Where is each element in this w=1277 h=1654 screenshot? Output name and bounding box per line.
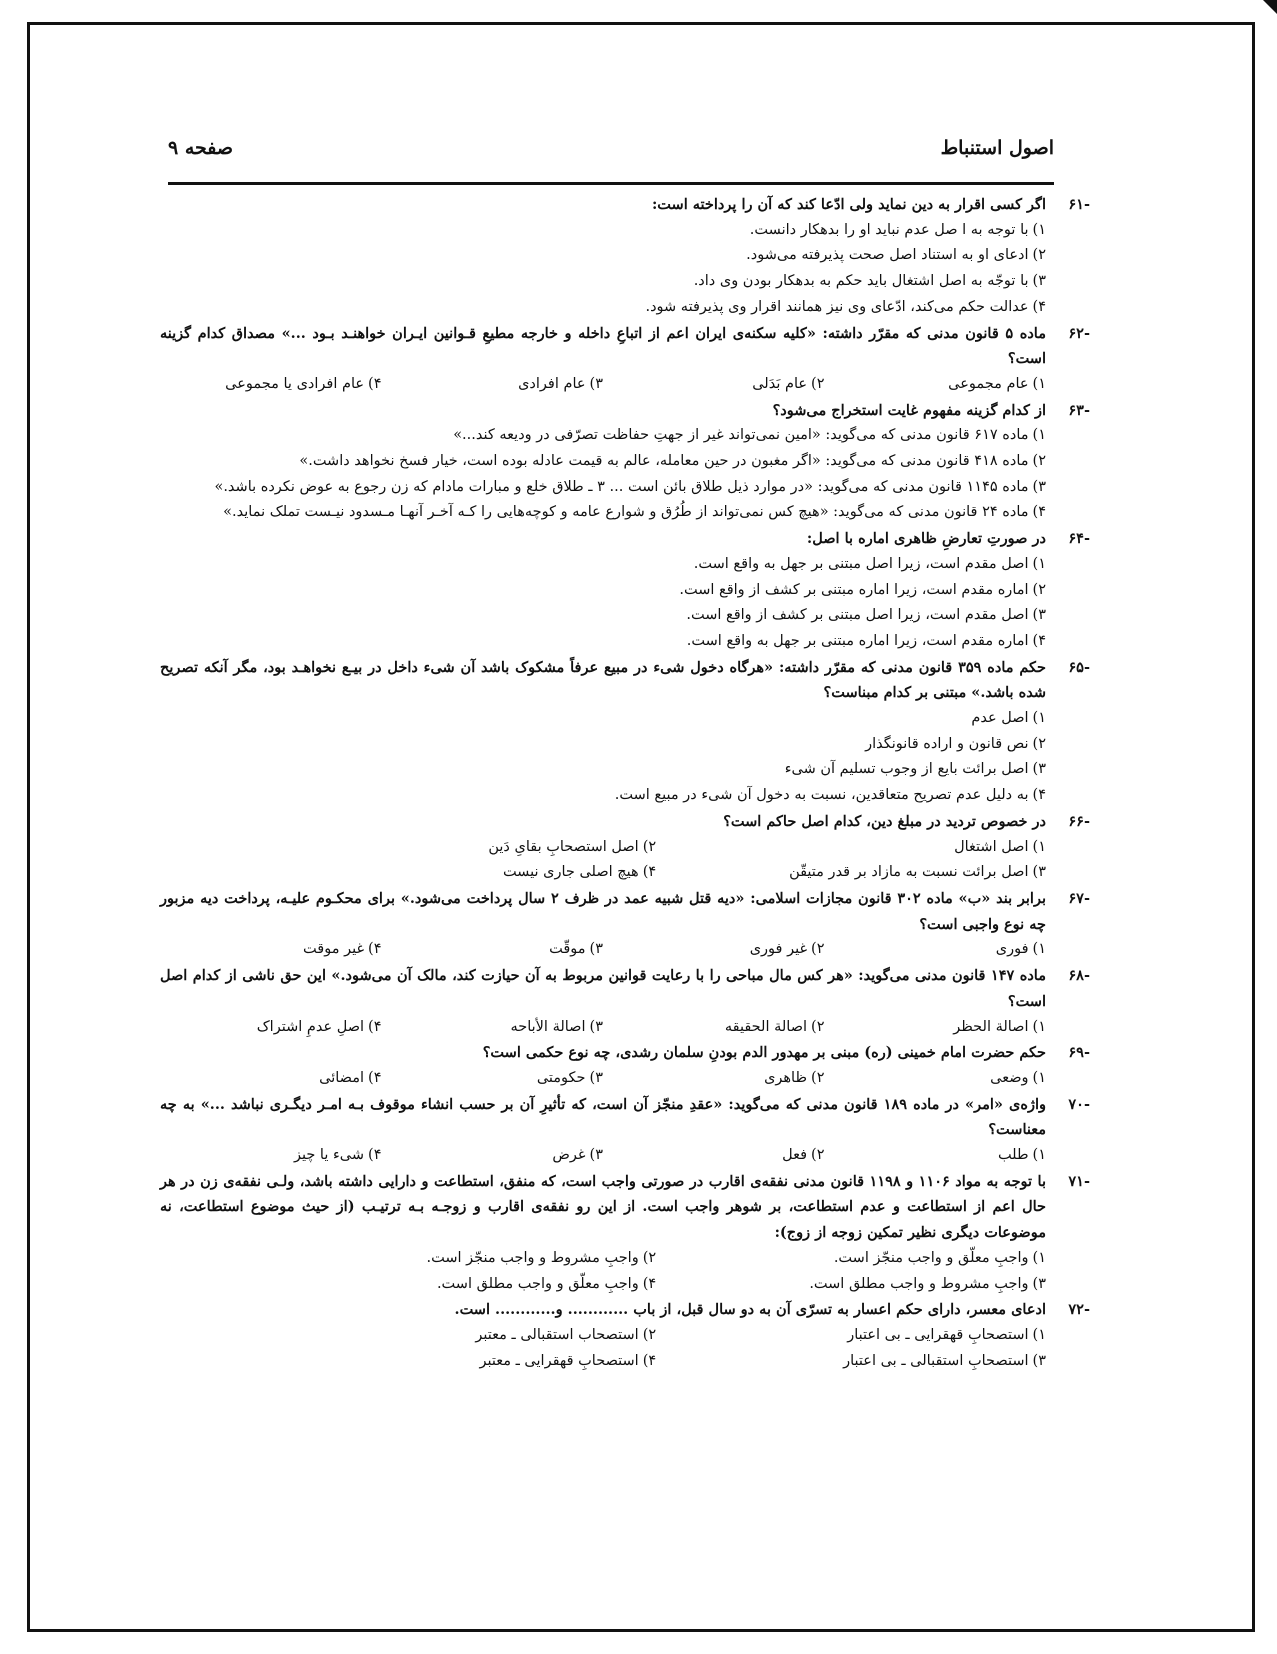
- question-stem: برابر بند «ب» ماده ۳۰۲ قانون مجازات اسلامی: «دیه قتل شبیه عمد در ظرف ۲ سال پرداخت می‌شود.» برای محکـوم علیـه، پرداخت دیه مزبور چه نوع واجبی است؟: [160, 889, 1046, 933]
- question-stem: حکم ماده ۳۵۹ قانون مدنی که مقرّر داشته: «هرگاه دخول شیء در مبیع عرفاً مشکوک باشد آن شیء داخل در بیـع نخواهـد بود، مگر آنکه تصریح شده باشد.» مبتنی بر کدام مبناست؟: [160, 658, 1046, 702]
- answer-option: [160, 552, 1046, 578]
- option-text: ماده ۲۴ قانون مدنی که می‌گوید: «هیچ کس نمی‌تواند از طُرُق و شوارع عامه و کوچه‌هایی را کـه آخـر آنهـا مـسدود نیـست تملک نماید.»: [223, 504, 1029, 521]
- option-text: اصل مقدم است، زیرا اصل مبتنی بر کشف از واقع است.: [686, 607, 1029, 624]
- option-text: اصل مقدم است، زیرا اصل مبتنی بر جهل به واقع است.: [693, 555, 1029, 572]
- answer-option: [160, 1323, 656, 1349]
- option-number: ۱): [1032, 1249, 1046, 1266]
- question-body: [160, 655, 1046, 809]
- answer-option: [160, 423, 1046, 449]
- option-number: ۳): [589, 1018, 603, 1035]
- option-text: اصالة الحقیقه: [724, 1018, 808, 1035]
- answer-option: [160, 757, 1046, 783]
- answer-option: [382, 1143, 604, 1169]
- question-item: [160, 655, 1090, 809]
- option-number: ۲): [642, 1249, 657, 1266]
- option-text: واجبِ معلّق و واجب منجّز است.: [833, 1249, 1029, 1266]
- option-text: اصالة الحظر: [953, 1018, 1029, 1035]
- option-number: ۳): [1032, 478, 1046, 495]
- option-number: ۱): [1032, 1326, 1046, 1343]
- option-number: ۳): [589, 941, 603, 958]
- option-number: ۴): [368, 1018, 382, 1035]
- option-number: ۳): [1032, 1275, 1046, 1292]
- option-text: ماده ۱۱۴۵ قانون مدنی که می‌گوید: «در موارد ذیل طلاق بائن است ... ۳ ـ طلاق خلع و مبارات مادام که زن رجوع به عوض نکرده باشد.»: [214, 478, 1029, 495]
- option-number: ۲): [642, 1326, 657, 1343]
- answer-option: [160, 449, 1046, 475]
- question-number: -۶۶: [1068, 812, 1090, 830]
- question-item: [160, 886, 1090, 963]
- options-group: [160, 1323, 1046, 1374]
- answer-option: [160, 937, 382, 963]
- option-text: ظاهری: [764, 1069, 808, 1086]
- answer-option: [160, 1143, 382, 1169]
- option-text: با توجّه به اصل اشتغال باید حکم به بدهکار بودن وی داد.: [693, 273, 1029, 290]
- options-group: [160, 218, 1046, 321]
- option-number: ۳): [589, 1147, 603, 1164]
- option-text: امضائی: [319, 1069, 365, 1086]
- question-number: -۶۸: [1068, 967, 1090, 985]
- header-title: اصول استنباط: [940, 137, 1054, 159]
- answer-option: [160, 1349, 656, 1375]
- question-number: -۷۰: [1068, 1095, 1090, 1113]
- option-text: اصل برائت نسبت به مازاد بر قدر متیقّن: [789, 864, 1029, 881]
- options-group: [160, 372, 1046, 398]
- option-number: ۱): [1032, 710, 1046, 727]
- option-text: اصلِ عدمِ اشتراک: [256, 1018, 365, 1035]
- option-text: هیچ اصلی جاری نیست: [502, 864, 639, 881]
- option-number: ۲): [642, 838, 657, 855]
- answer-option: [825, 1015, 1047, 1041]
- question-body: [160, 1092, 1046, 1169]
- answer-option: [160, 578, 1046, 604]
- option-text: اصالة الأباحه: [510, 1018, 586, 1035]
- option-text: وضعی: [990, 1069, 1029, 1086]
- answer-option: [160, 1066, 382, 1092]
- option-text: عدالت حکم می‌کند، ادّعای وی نیز همانند اقرار وی پذیرفته شود.: [645, 298, 1029, 315]
- answer-option: [160, 218, 1046, 244]
- option-text: غیر فوری: [749, 941, 808, 958]
- option-number: ۳): [1032, 864, 1046, 881]
- option-text: فعل: [782, 1147, 808, 1164]
- option-text: ادعای او به استناد اصل صحت پذیرفته می‌شود.: [746, 247, 1029, 264]
- answer-option: [656, 1349, 1046, 1375]
- option-number: ۴): [368, 1147, 382, 1164]
- option-number: ۴): [642, 1275, 657, 1292]
- question-number: -۶۱: [1068, 196, 1090, 213]
- question-body: [160, 963, 1046, 1040]
- answer-option: [160, 783, 1046, 809]
- answer-option: [656, 860, 1046, 886]
- question-body: [160, 1040, 1046, 1091]
- options-group: [160, 706, 1046, 809]
- question-body: [160, 192, 1046, 321]
- options-group: [160, 937, 1046, 963]
- question-body: [160, 1297, 1046, 1374]
- header-divider: [168, 182, 1054, 185]
- option-number: ۱): [1032, 555, 1046, 572]
- answer-option: [160, 1272, 656, 1298]
- question-item: [160, 1297, 1090, 1374]
- option-number: ۲): [811, 375, 825, 392]
- answer-option: [160, 732, 1046, 758]
- option-number: ۱): [1032, 1018, 1046, 1035]
- page-number: صفحه ۹: [168, 137, 234, 159]
- option-text: ماده ۴۱۸ قانون مدنی که می‌گوید: «اگر مغبون در حین معامله، عالم به قیمت عادله بوده است، خیار فسخ نخواهد داشت.»: [299, 453, 1029, 470]
- question-item: [160, 963, 1090, 1040]
- question-stem: اگر کسی اقرار به دین نماید ولی ادّعا کند که آن را پرداخته است:: [651, 196, 1046, 213]
- options-group: [160, 1066, 1046, 1092]
- answer-option: [382, 937, 604, 963]
- question-body: [160, 526, 1046, 655]
- questions-list: [160, 192, 1090, 1374]
- option-number: ۴): [642, 1352, 657, 1369]
- option-number: ۴): [368, 1069, 382, 1086]
- option-number: ۳): [1032, 607, 1046, 624]
- answer-option: [160, 1015, 382, 1041]
- option-number: ۲): [811, 1147, 825, 1164]
- option-number: ۱): [1032, 427, 1046, 444]
- option-number: ۱): [1032, 1069, 1046, 1086]
- option-number: ۳): [1032, 273, 1046, 290]
- option-text: واجبِ مشروط و واجب منجّز است.: [426, 1249, 639, 1266]
- question-number: -۶۹: [1068, 1044, 1090, 1062]
- answer-option: [825, 1143, 1047, 1169]
- options-group: [160, 1246, 1046, 1297]
- answer-option: [825, 372, 1047, 398]
- option-number: ۳): [1032, 1352, 1046, 1369]
- question-stem: با توجه به مواد ۱۱۰۶ و ۱۱۹۸ قانون مدنی نفقه‌ی اقارب در صورتی واجب است، که منفق، استطاعت و دارایی داشته باشد، ولـی نفقه‌ی زن در هر حال اعم از استطاعت و عدم استطاعت، بر شوهر واجب است. از این رو نفقه‌ی اقارب و زوجـه بـه ترتیـب (از حیث موضوع استطاعت، نه موضوعات دیگری نظیر تمکین زوجه از زوج):: [160, 1172, 1046, 1242]
- answer-option: [656, 1272, 1046, 1298]
- answer-option: [160, 835, 656, 861]
- option-text: غیر موقت: [303, 941, 365, 958]
- option-text: عام مجموعی: [948, 375, 1029, 392]
- options-group: [160, 835, 1046, 886]
- option-number: ۴): [368, 375, 382, 392]
- answer-option: [603, 937, 825, 963]
- answer-option: [603, 372, 825, 398]
- option-text: فوری: [995, 941, 1029, 958]
- option-text: اصل برائت بایع از وجوب تسلیم آن شیء: [784, 761, 1029, 778]
- option-number: ۲): [1032, 453, 1046, 470]
- question-number: -۶۷: [1068, 889, 1090, 907]
- answer-option: [160, 372, 382, 398]
- answer-option: [603, 1066, 825, 1092]
- question-item: [160, 526, 1090, 655]
- answer-option: [160, 500, 1046, 526]
- page-header: [168, 137, 1054, 169]
- option-text: نص قانون و اراده قانونگذار: [865, 735, 1029, 752]
- answer-option: [160, 475, 1046, 501]
- question-body: [160, 398, 1046, 527]
- question-stem: واژه‌ی «امر» در ماده ۱۸۹ قانون مدنی که می‌گوید: «عقدِ منجّز آن است، که تأثیرِ آن بر حسب انشاء موقوف بـه امـر دیگـری نباشد ...» به چه معناست؟: [160, 1095, 1046, 1139]
- option-number: ۱): [1032, 375, 1046, 392]
- option-text: حکومتی: [536, 1069, 586, 1086]
- answer-option: [160, 269, 1046, 295]
- option-number: ۳): [589, 375, 603, 392]
- option-number: ۴): [1032, 504, 1046, 521]
- option-text: واجبِ مشروط و واجب مطلق است.: [809, 1275, 1029, 1292]
- option-text: عام افرادی یا مجموعی: [225, 375, 365, 392]
- option-text: اماره مقدم است، زیرا اماره مبتنی بر کشف از واقع است.: [679, 581, 1029, 598]
- option-text: استصحاب استقبالی ـ معتبر: [475, 1326, 639, 1343]
- question-stem: در خصوص تردید در مبلغ دین، کدام اصل حاکم است؟: [723, 812, 1046, 830]
- options-group: [160, 1143, 1046, 1169]
- option-number: ۱): [1032, 838, 1046, 855]
- option-number: ۱): [1032, 221, 1046, 238]
- option-text: شیء یا چیز: [293, 1147, 365, 1164]
- question-stem: از کدام گزینه مفهوم غایت استخراج می‌شود؟: [772, 401, 1046, 419]
- question-stem: در صورتِ تعارضِ ظاهری اماره با اصل:: [806, 530, 1046, 548]
- option-text: به دلیل عدم تصریح متعاقدین، نسبت به دخول آن شیء در مبیع است.: [614, 787, 1029, 804]
- answer-option: [160, 295, 1046, 321]
- question-stem: ماده ۵ قانون مدنی که مقرّر داشته: «کلیه سکنه‌ی ایران اعم از اتباعِ داخله و خارجه مطیعِ قـوانین ایـران خواهنـد بـود ...» مصداق کدام گزینه است؟: [160, 324, 1046, 368]
- answer-option: [656, 1246, 1046, 1272]
- question-item: [160, 398, 1090, 527]
- question-body: [160, 321, 1046, 398]
- option-number: ۱): [1032, 941, 1046, 958]
- option-text: ماده ۶۱۷ قانون مدنی که می‌گوید: «امین نمی‌تواند غیر از جهتِ حفاظت تصرّفی در ودیعه کند...»: [453, 427, 1029, 444]
- option-number: ۲): [1032, 247, 1046, 264]
- question-item: [160, 321, 1090, 398]
- option-text: واجبِ معلّق و واجب مطلق است.: [436, 1275, 639, 1292]
- answer-option: [382, 1015, 604, 1041]
- answer-option: [160, 629, 1046, 655]
- question-number: -۶۳: [1068, 401, 1090, 419]
- option-number: ۳): [589, 1069, 603, 1086]
- corner-mark: [1263, 0, 1277, 14]
- question-number: -۶۴: [1068, 530, 1090, 548]
- answer-option: [825, 937, 1047, 963]
- option-text: استصحابِ قهقرایی ـ معتبر: [479, 1352, 639, 1369]
- question-number: -۷۱: [1068, 1172, 1090, 1190]
- options-group: [160, 1015, 1046, 1041]
- option-text: طلب: [997, 1147, 1029, 1164]
- option-text: عام بَدَلی: [752, 375, 808, 392]
- option-text: عام افرادی: [518, 375, 586, 392]
- option-text: اماره مقدم است، زیرا اماره مبتنی بر جهل به واقع است.: [686, 632, 1029, 649]
- option-number: ۴): [1032, 787, 1046, 804]
- option-text: استصحابِ استقبالی ـ بی اعتبار: [843, 1352, 1029, 1369]
- answer-option: [160, 1246, 656, 1272]
- question-body: [160, 809, 1046, 886]
- option-text: استصحابِ قهقرایی ـ بی اعتبار: [847, 1326, 1029, 1343]
- question-item: [160, 1169, 1090, 1298]
- answer-option: [825, 1066, 1047, 1092]
- option-number: ۳): [1032, 761, 1046, 778]
- option-text: با توجه به ا صل عدم نباید او را بدهکار دانست.: [749, 221, 1029, 238]
- answer-option: [160, 603, 1046, 629]
- answer-option: [603, 1015, 825, 1041]
- question-number: -۶۲: [1068, 324, 1090, 342]
- option-number: ۲): [1032, 735, 1046, 752]
- question-number: -۶۵: [1068, 658, 1090, 676]
- answer-option: [603, 1143, 825, 1169]
- option-text: اصل عدم: [971, 710, 1029, 727]
- options-group: [160, 423, 1046, 526]
- answer-option: [160, 706, 1046, 732]
- option-text: غرض: [552, 1147, 586, 1164]
- option-number: ۲): [1032, 581, 1046, 598]
- question-stem: ماده ۱۴۷ قانون مدنی می‌گوید: «هر کس مال مباحی را با رعایت قوانین مربوط به آن حیازت کند، مالک آن می‌شود.» این حق ناشی از کدام اصل است؟: [160, 967, 1046, 1010]
- option-number: ۴): [642, 864, 657, 881]
- option-number: ۴): [1032, 298, 1046, 315]
- answer-option: [656, 1323, 1046, 1349]
- option-number: ۲): [811, 1069, 825, 1086]
- option-number: ۱): [1032, 1147, 1046, 1164]
- answer-option: [160, 860, 656, 886]
- question-stem: ادعای معسر، دارای حکم اعسار به تسرّی آن به دو سال قبل، از باب ............ و............ است.: [454, 1301, 1046, 1319]
- question-number: -۷۲: [1068, 1301, 1090, 1319]
- answer-option: [160, 243, 1046, 269]
- question-item: [160, 1040, 1090, 1091]
- question-item: [160, 1092, 1090, 1169]
- option-number: ۲): [811, 941, 825, 958]
- question-body: [160, 886, 1046, 963]
- question-item: [160, 809, 1090, 886]
- option-text: موقّت: [549, 941, 586, 958]
- option-text: اصل استصحابِ بقایِ دَین: [488, 838, 639, 855]
- answer-option: [382, 1066, 604, 1092]
- answer-option: [382, 372, 604, 398]
- question-body: [160, 1169, 1046, 1298]
- answer-option: [656, 835, 1046, 861]
- question-stem: حکم حضرت امام خمینی (ره) مبنی بر مهدور الدم بودنِ سلمان رشدی، چه نوع حکمی است؟: [482, 1044, 1046, 1062]
- option-number: ۲): [811, 1018, 825, 1035]
- option-number: ۴): [1032, 632, 1046, 649]
- option-text: اصل اشتغال: [954, 838, 1029, 855]
- question-item: [160, 192, 1090, 321]
- option-number: ۴): [368, 941, 382, 958]
- options-group: [160, 552, 1046, 655]
